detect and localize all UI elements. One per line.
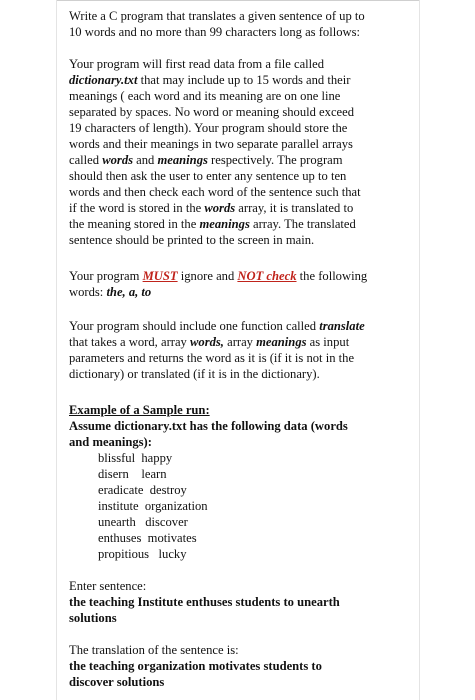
para1-line: separated by spaces. No word or meaning should exceed (69, 105, 355, 119)
para1-line: meanings ( each word and its meaning are on one line (69, 89, 341, 103)
input-sentence-line: solutions (69, 611, 117, 625)
page-border-right (419, 0, 420, 700)
para3-line: parameters and returns the word as it is (if it is not in the (69, 351, 355, 365)
term-meanings: meanings (199, 217, 250, 231)
dictionary-entry: blissful happy (98, 451, 173, 465)
para1-line: the meaning stored in the meanings array. The translated (69, 217, 356, 231)
page-border-top (56, 0, 420, 1)
assume-line: Assume dictionary.txt has the following data (words (69, 419, 348, 433)
para1-line: words and then check each word of the sentence such that (69, 185, 361, 199)
term-words: words (204, 201, 236, 215)
para1-line: Your program will first read data from a file called (69, 57, 325, 71)
para1-line: words and their meanings in two separate parallel arrays (69, 137, 353, 151)
dictionary-entry: institute organization (98, 499, 208, 513)
must-emphasis: MUST (142, 269, 178, 283)
intro-line-2: 10 words and no more than 99 characters long as follows: (69, 25, 360, 39)
para3-line: Your program should include one function called translate (69, 319, 365, 333)
assume-line: and meanings): (69, 435, 152, 449)
dictionary-entry: propitious lucky (98, 547, 187, 561)
translation-line: the teaching organization motivates students to (69, 659, 322, 673)
para1-line: if the word is stored in the words array, it is translated to (69, 201, 354, 215)
para1-line: dictionary.txt that may include up to 15 words and their (69, 73, 351, 87)
dictionary-entry: unearth discover (98, 515, 188, 529)
para1-line: sentence should be printed to the screen in main. (69, 233, 315, 247)
intro-line-1: Write a C program that translates a given sentence of up to (69, 9, 365, 23)
dictionary-entry: enthuses motivates (98, 531, 197, 545)
term-meanings: meanings (256, 335, 307, 349)
example-heading: Example of a Sample run: (69, 403, 210, 417)
ignored-words: the, a, to (106, 285, 152, 299)
not-check-emphasis: NOT check (237, 269, 297, 283)
para3-line: that takes a word, array words, array meanings as input (69, 335, 350, 349)
translation-label: The translation of the sentence is: (69, 643, 239, 657)
para1-line: should then ask the user to enter any sentence up to ten (69, 169, 347, 183)
enter-sentence-label: Enter sentence: (69, 579, 147, 593)
para2-line: words: the, a, to (69, 285, 152, 299)
para1-line: 19 characters of length). Your program should store the (69, 121, 348, 135)
para2-line: Your program MUST ignore and NOT check the following (69, 269, 368, 283)
term-meanings: meanings (157, 153, 208, 167)
term-words: words (102, 153, 134, 167)
translation-line: discover solutions (69, 675, 165, 689)
input-sentence-line: the teaching Institute enthuses students to unearth (69, 595, 340, 609)
term-words: words, (190, 335, 224, 349)
page-border-left (56, 0, 57, 700)
filename-dictionary: dictionary.txt (69, 73, 138, 87)
function-name-translate: translate (319, 319, 365, 333)
dictionary-entry: disern learn (98, 467, 167, 481)
dictionary-entry: eradicate destroy (98, 483, 187, 497)
para1-line: called words and meanings respectively. The program (69, 153, 343, 167)
para3-line: dictionary) or translated (if it is in the dictionary). (69, 367, 320, 381)
